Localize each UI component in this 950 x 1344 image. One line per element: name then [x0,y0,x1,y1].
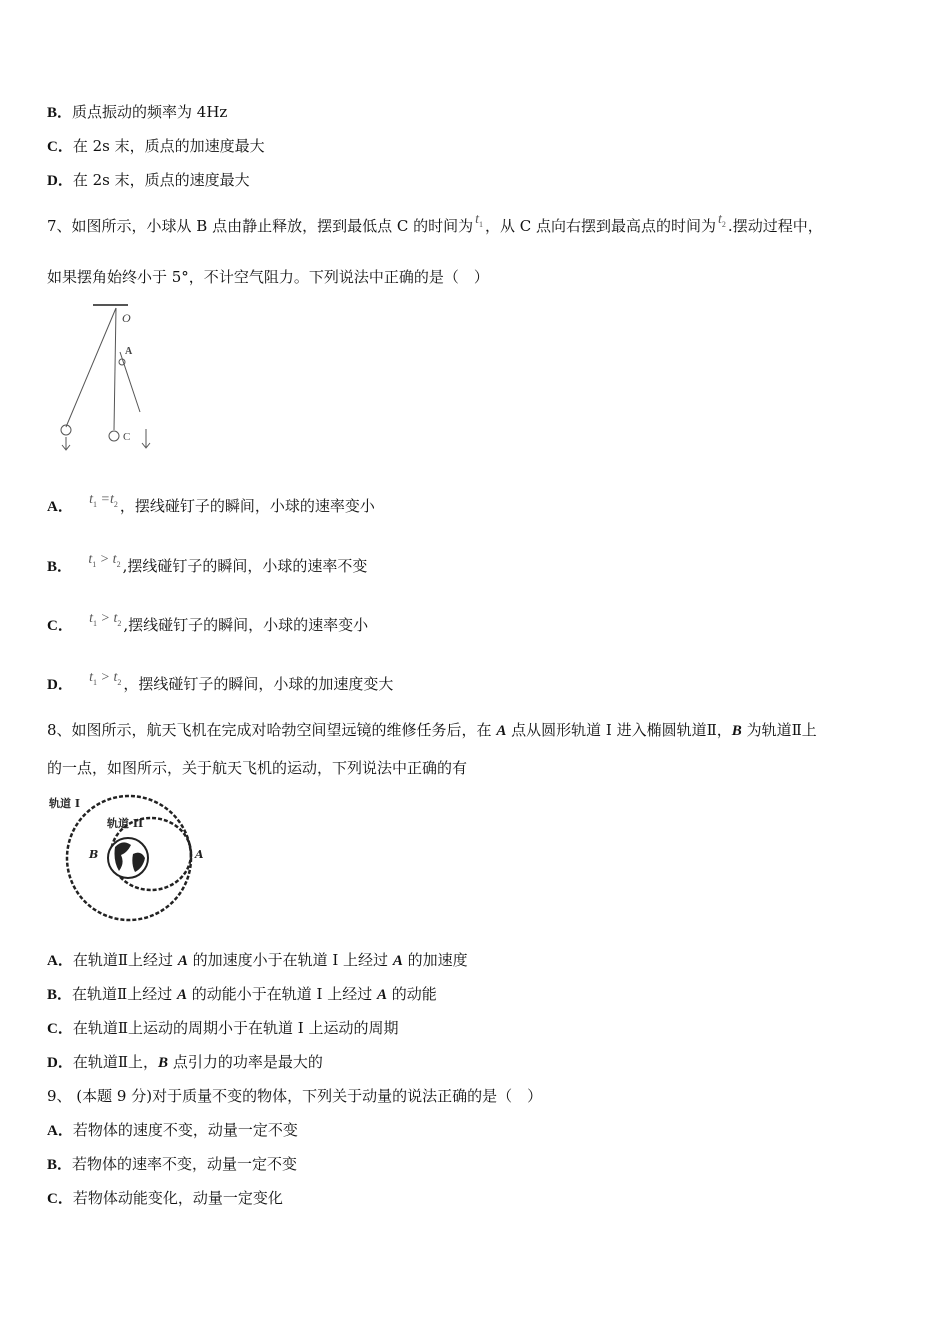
string-c [114,308,116,430]
q7-option-a [47,492,375,523]
q8-option-b [47,984,437,1005]
sub: 1 [93,618,98,628]
option-text: 质点振动的频率为 4Hz [72,103,228,121]
option-text: 在 2s 末，质点的速度最大 [72,171,250,189]
sub: 1 [93,499,98,509]
t: 的加速度小于在轨道 I 上经过 [187,951,393,969]
t: t [112,552,117,567]
point: A [377,987,388,1003]
q6-option-d [47,170,250,191]
relation [89,670,121,685]
q9-option-c [47,1188,283,1209]
t: 在轨道Ⅱ上经过 [72,985,177,1003]
stem-text: 7、如图所示，小球从 B 点由静止释放，摆到最低点 C 的时间为 [47,217,474,235]
relation [89,492,118,507]
sub: 1 [92,559,97,569]
t: t [89,611,94,626]
q8-stem-line1 [47,720,817,741]
label-orbit-2: 轨道 II [107,817,144,830]
ball-c [109,431,119,441]
label-b: B [89,848,99,861]
option-label: B． [47,559,73,575]
stem-text: ，从 C 点向右摆到最高点的时间为 [485,217,717,235]
point-b: B [731,723,742,739]
sub: 1 [479,219,484,229]
stem-text: 为轨道Ⅱ上 [746,721,817,739]
stem-text: .摆动过程中， [727,217,823,235]
string-b [66,308,116,427]
stem-text: 8、如图所示，航天飞机在完成对哈勃空间望远镜的维修任务后，在 [47,721,492,739]
option-label: C． [47,1021,73,1037]
q7-option-d [47,670,394,701]
sub: 1 [93,677,98,687]
q7-stem-line1 [47,212,823,243]
label-o: O [122,311,131,325]
t: 的加速度 [402,951,468,969]
relation [89,611,121,626]
rel: > [100,670,110,685]
q7-stem-line2: 如果摆角始终小于 5°，不计空气阻力。下列说法中正确的是（ ） [47,268,489,286]
option-text: 若物体的速度不变，动量一定不变 [72,1121,298,1139]
q8-option-c [47,1018,399,1039]
point: A [176,987,187,1003]
q9-option-a [47,1120,298,1141]
orbit-figure [45,792,215,927]
option-label: C． [47,618,73,634]
t: 在轨道Ⅱ上经过 [72,951,178,969]
sub: 2 [116,559,121,569]
t: 点引力的功率是最大的 [168,1053,323,1071]
pendulum-figure [50,302,170,462]
q8-option-d [47,1052,323,1073]
option-label: D． [47,677,73,693]
option-label: D． [47,1055,73,1071]
rel: = [100,492,110,507]
q6-option-b [47,102,227,123]
stem-text: 点从圆形轨道 I 进入椭圆轨道Ⅱ， [511,721,732,739]
label-orbit-1: 轨道 I [49,797,80,810]
t: t [475,212,480,227]
point: A [392,953,403,969]
rel: > [99,552,110,567]
nail-a [119,359,125,365]
option-label: A． [47,1123,73,1139]
point: B [158,1055,169,1071]
t: t [89,492,94,507]
option-text: ，摆线碰钉子的瞬间，小球的速率变小 [119,497,375,515]
option-text: ,摆线碰钉子的瞬间，小球的速率变小 [123,616,369,634]
relation [88,552,120,567]
arrow-icon [62,429,150,450]
t1-symbol [475,212,483,227]
t: 的动能 [387,985,437,1003]
t: t [113,611,118,626]
sub: 2 [117,677,122,687]
q6-option-c [47,136,265,157]
t: 的动能小于在轨道 I 上经过 [187,985,377,1003]
t2-symbol [718,212,726,227]
option-label: C． [47,1191,73,1207]
t: t [89,670,94,685]
t: t [718,212,722,227]
option-label: B． [47,987,73,1003]
label-a: A [195,848,204,861]
point-a: A [496,723,507,739]
point: A [177,953,188,969]
sub: 2 [721,219,726,229]
q9-stem: 9、 (本题 9 分)对于质量不变的物体，下列关于动量的说法正确的是（ ） [47,1087,543,1105]
option-text: ，摆线碰钉子的瞬间，小球的加速度变大 [123,675,394,693]
t: 在轨道Ⅱ上运动的周期小于在轨道 I 上运动的周期 [72,1019,399,1037]
t: t [110,492,114,507]
q8-option-a [47,950,468,971]
option-text: 在 2s 末，质点的加速度最大 [72,137,265,155]
q9-option-b [47,1154,297,1175]
sub: 2 [113,499,118,509]
sub: 2 [117,618,122,628]
option-label: A． [47,953,73,969]
q7-option-c [47,611,369,642]
label-a: A [125,346,133,357]
rel: > [100,611,110,626]
option-text: 若物体的速率不变，动量一定不变 [72,1155,298,1173]
option-label: D． [47,173,73,189]
option-label: B． [47,1157,73,1173]
label-c: C [123,431,131,443]
option-label: B． [47,105,73,121]
option-text: 若物体动能变化，动量一定变化 [72,1189,283,1207]
t: 在轨道Ⅱ上， [72,1053,159,1071]
q7-option-b [47,552,368,583]
option-text: ,摆线碰钉子的瞬间，小球的速率不变 [122,557,368,575]
t: t [113,670,118,685]
q8-stem-line2: 的一点，如图所示，关于航天飞机的运动，下列说法中正确的有 [47,759,468,777]
t: t [88,552,93,567]
option-label: C． [47,139,73,155]
string-right [120,352,140,412]
option-label: A． [47,499,73,515]
